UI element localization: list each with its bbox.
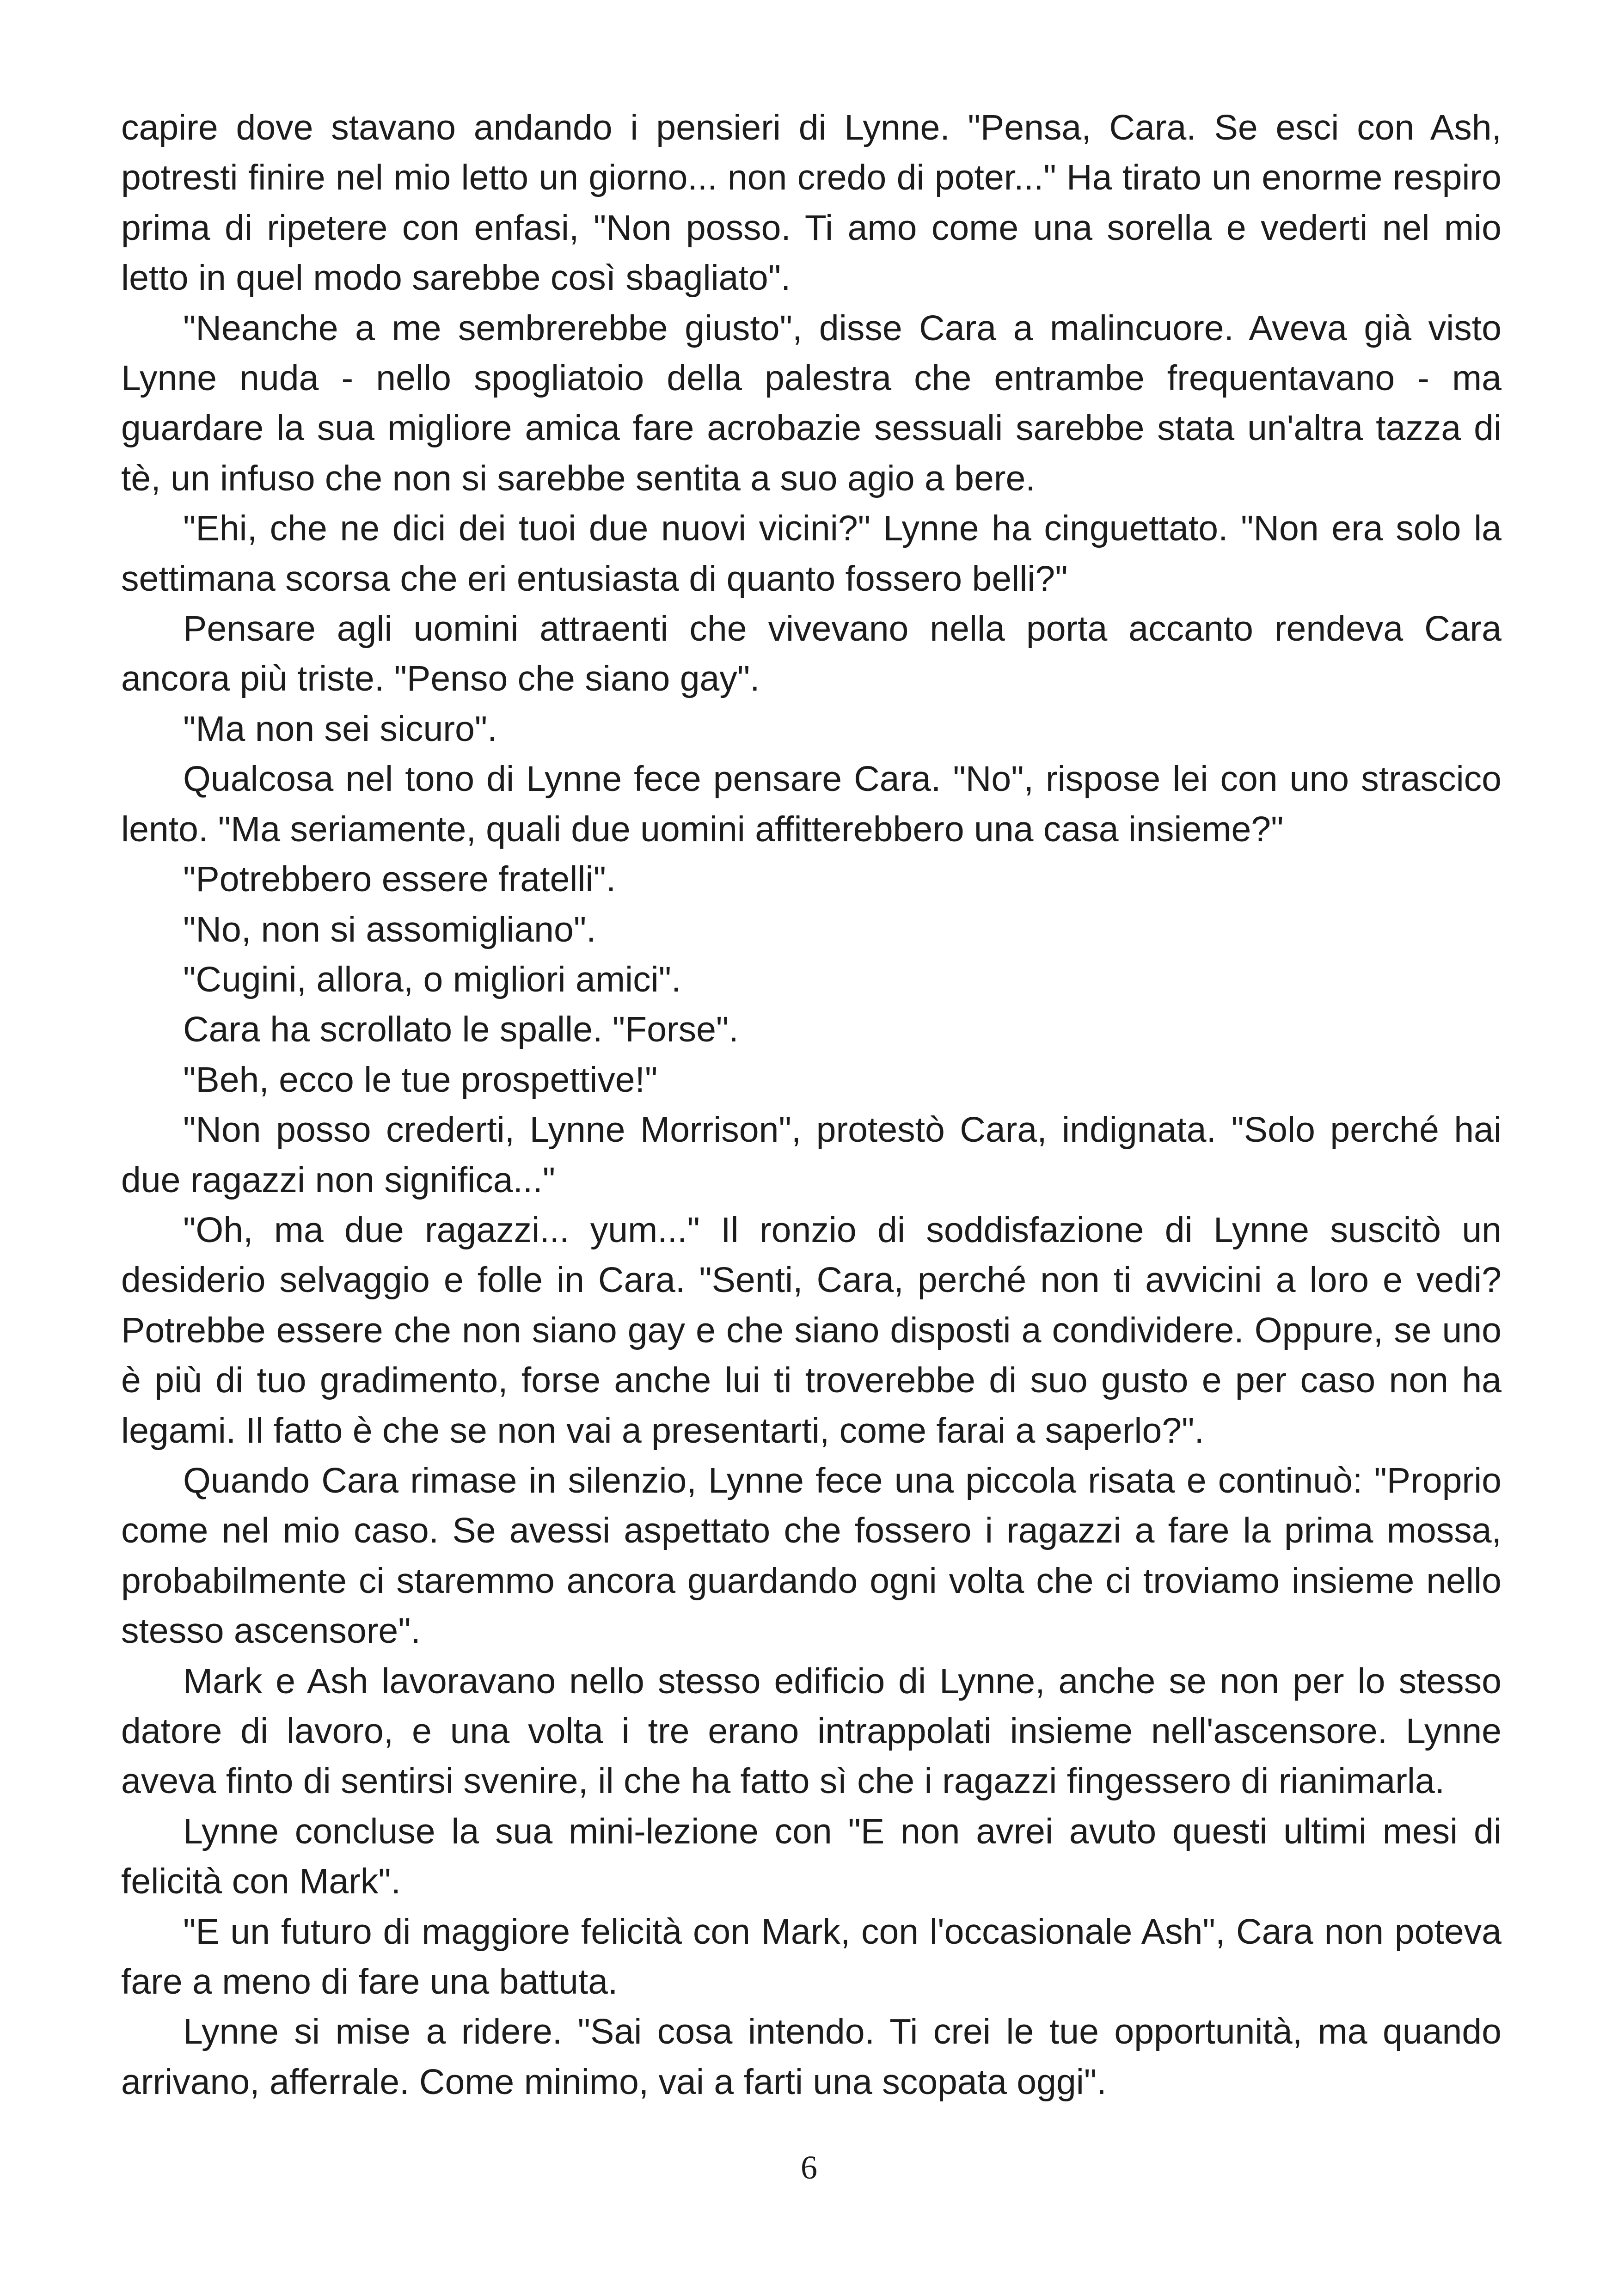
paragraph: Lynne si mise a ridere. "Sai cosa intendo. Ti crei le tue opportunità, ma quando arrivano, afferrale. Come minimo, vai a farti una scopata oggi". (121, 2012, 1502, 2102)
paragraph: "Ehi, che ne dici dei tuoi due nuovi vicini?" Lynne ha cinguettato. "Non era solo la settimana scorsa che eri entusiasta di quanto fossero belli?" (121, 508, 1502, 599)
paragraph: Mark e Ash lavoravano nello stesso edificio di Lynne, anche se non per lo stesso datore di lavoro, e una volta i tre erano intrappolati insieme nell'ascensore. Lynne aveva finto di sentirsi svenire, il che ha fatto sì che i ragazzi fingessero di rianimarla. (121, 1661, 1502, 1801)
page-number: 6 (801, 2149, 817, 2186)
paragraph: "No, non si assomigliano". (183, 909, 596, 949)
paragraph: "Potrebbero essere fratelli". (183, 859, 616, 900)
paragraph-continuation: capire dove stavano andando i pensieri di Lynne. "Pensa, Cara. Se esci con Ash, potresti finire nel mio letto un giorno... non credo di poter..." Ha tirato un enorme respiro prima di ripetere con enfasi, "Non posso. Ti amo come una sorella e vederti nel mio letto in quel modo sarebbe così sbagliato". (121, 108, 1502, 298)
paragraph: "Non posso crederti, Lynne Morrison", protestò Cara, indignata. "Solo perché hai due ragazzi non significa..." (121, 1110, 1502, 1200)
body-text (121, 103, 1502, 2107)
paragraph: Cara ha scrollato le spalle. "Forse". (183, 1010, 739, 1050)
paragraph: Qualcosa nel tono di Lynne fece pensare Cara. "No", rispose lei con uno strascico lento. "Ma seriamente, quali due uomini affitterebbero una casa insieme?" (121, 759, 1502, 849)
paragraph: "Ma non sei sicuro". (183, 709, 497, 749)
paragraph: "Beh, ecco le tue prospettive!" (183, 1059, 658, 1100)
paragraph: "Cugini, allora, o migliori amici". (183, 959, 681, 999)
paragraph: "Oh, ma due ragazzi... yum..." Il ronzio di soddisfazione di Lynne suscitò un desiderio selvaggio e folle in Cara. "Senti, Cara, perché non ti avvicini a loro e vedi? Potrebbe essere che non siano gay e che siano disposti a condividere. Oppure, se uno è più di tuo gradimento, forse anche lui ti troverebbe di suo gusto e per caso non ha legami. Il fatto è che se non vai a presentarti, come farai a saperlo?". (121, 1210, 1502, 1451)
paragraph: "Neanche a me sembrerebbe giusto", disse Cara a malincuore. Aveva già visto Lynne nuda - nello spogliatoio della palestra che entrambe frequentavano - ma guardare la sua migliore amica fare acrobazie sessuali sarebbe stata un'altra tazza di tè, un infuso che non si sarebbe sentita a suo agio a bere. (121, 308, 1502, 498)
paragraph: Quando Cara rimase in silenzio, Lynne fece una piccola risata e continuò: "Proprio come nel mio caso. Se avessi aspettato che fossero i ragazzi a fare la prima mossa, probabilmente ci staremmo ancora guardando ogni volta che ci troviamo insieme nello stesso ascensore". (121, 1460, 1502, 1651)
paragraph: Lynne concluse la sua mini-lezione con "E non avrei avuto questi ultimi mesi di felicità con Mark". (121, 1811, 1502, 1902)
paragraph: "E un futuro di maggiore felicità con Mark, con l'occasionale Ash", Cara non poteva fare a meno di fare una battuta. (121, 1911, 1502, 2002)
paragraph: Pensare agli uomini attraenti che vivevano nella porta accanto rendeva Cara ancora più triste. "Penso che siano gay". (121, 609, 1502, 699)
